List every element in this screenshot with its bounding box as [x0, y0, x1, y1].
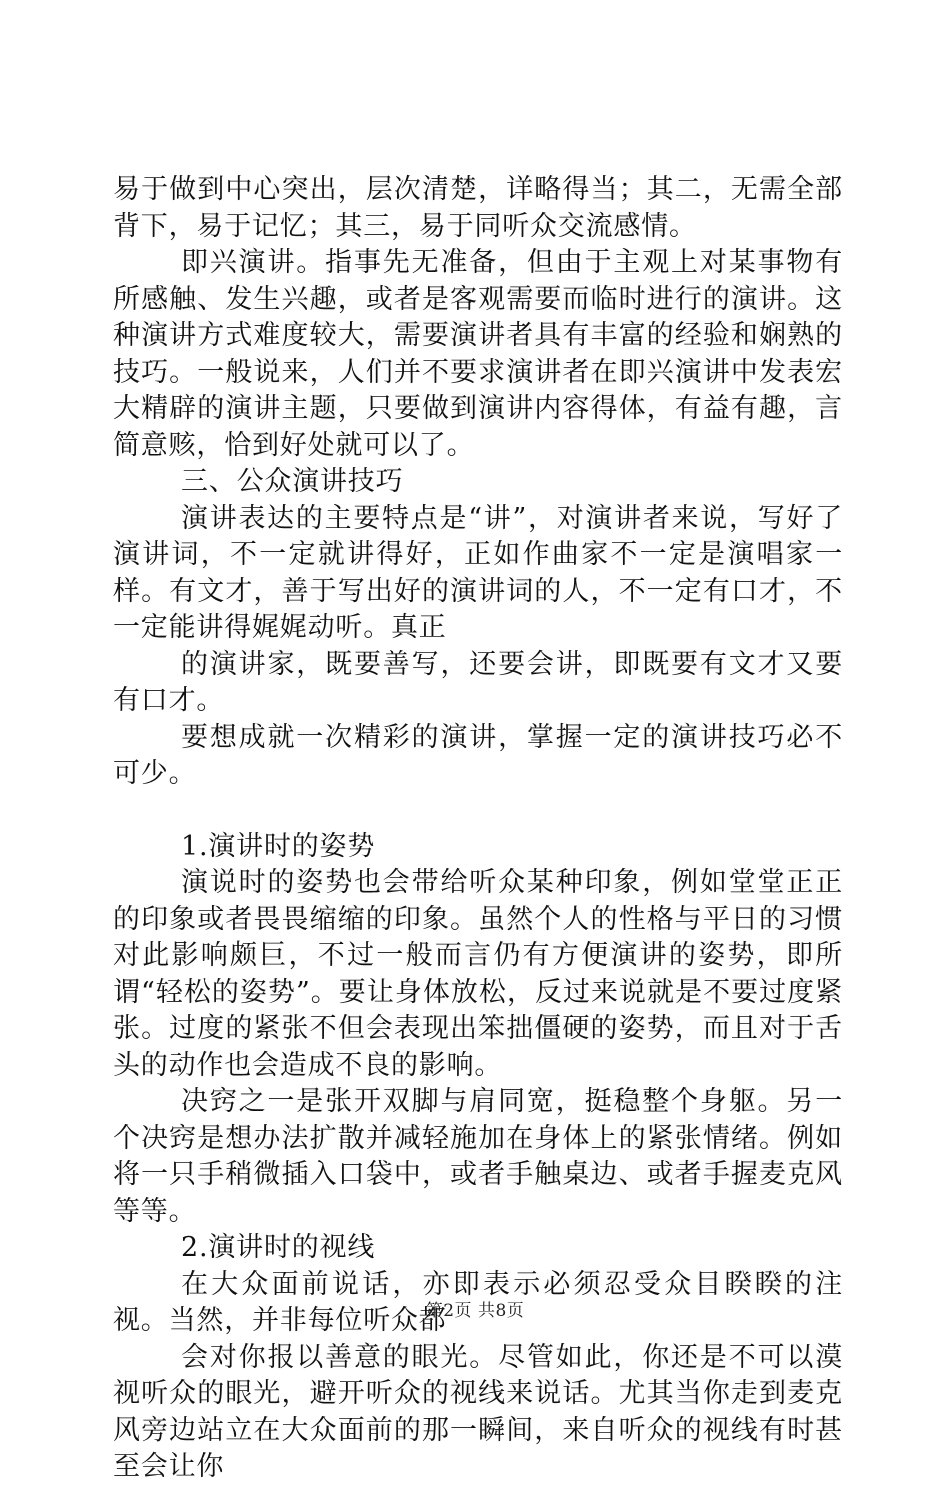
paragraph: 在大众面前说话，亦即表示必须忍受众目睽睽的注视。当然，并非每位听众都 [113, 1268, 843, 1336]
paragraph: 易于做到中心突出，层次清楚，详略得当；其二，无需全部背下，易于记忆；其三，易于同听众交流感情。 [113, 174, 843, 242]
paragraph: 决窍之一是张开双脚与肩同宽，挺稳整个身躯。另一个决窍是想办法扩散并减轻施加在身体上的紧张情绪。例如将一只手稍微插入口袋中，或者手触桌边、或者手握麦克风等等。 [113, 1086, 843, 1227]
paragraph: 演说时的姿势也会带给听众某种印象，例如堂堂正正的印象或者畏畏缩缩的印象。虽然个人的性格与平日的习惯对此影响颇巨，不过一般而言仍有方便演讲的姿势，即所谓“轻松的姿势”。要让身体放松，反过来说就是不要过度紧张。过度的紧张不但会表现出笨拙僵硬的姿势，而且对于舌头的动作也会造成不良的影响。 [113, 867, 843, 1081]
paragraph: 演讲表达的主要特点是“讲”，对演讲者来说，写好了演讲词，不一定就讲得好，正如作曲家不一定是演唱家一样。有文才，善于写出好的演讲词的人，不一定有口才，不一定能讲得娓娓动听。真正 [113, 502, 843, 643]
paragraph: 的演讲家，既要善写，还要会讲，即既要有文才又要有口才。 [113, 648, 843, 716]
subsection-heading: 2.演讲时的视线 [181, 1232, 376, 1263]
paragraph: 即兴演讲。指事先无准备，但由于主观上对某事物有所感触、发生兴趣，或者是客观需要而临时进行的演讲。这种演讲方式难度较大，需要演讲者具有丰富的经验和娴熟的技巧。一般说来，人们并不要求演讲者在即兴演讲中发表宏大精辟的演讲主题，只要做到演讲内容得体，有益有趣，言简意赅，恰到好处就可以了。 [113, 247, 843, 461]
paragraph: 会对你报以善意的眼光。尽管如此，你还是不可以漠视听众的眼光，避开听众的视线来说话。尤其当你走到麦克风旁边站立在大众面前的那一瞬间，来自听众的视线有时甚至会让你 [113, 1341, 843, 1482]
document-body [113, 172, 843, 1486]
section-heading: 三、公众演讲技巧 [181, 466, 404, 497]
paragraph: 要想成就一次精彩的演讲，掌握一定的演讲技巧必不可少。 [113, 721, 843, 789]
subsection-heading: 1.演讲时的姿势 [181, 830, 376, 862]
page-footer: 第2页 共8页 [425, 1301, 525, 1321]
blank-line [113, 793, 843, 829]
